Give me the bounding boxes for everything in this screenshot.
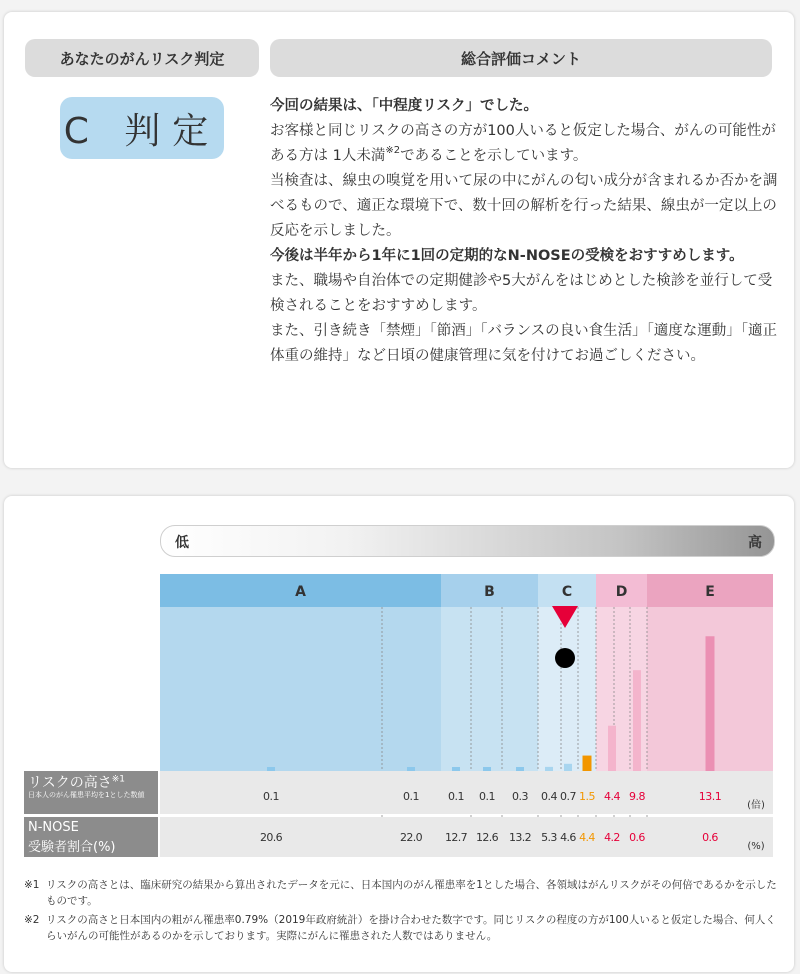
comment-probability [270, 119, 780, 169]
risk-value-label: 0.4 [541, 790, 557, 803]
risk-judgment-header: あなたのがんリスク判定 [25, 39, 259, 77]
comment-screening: また、職場や自治体での定期健診や5大がんをはじめとした検診を並行して受検されることをおすすめします。 [270, 273, 773, 314]
assessment-card [4, 12, 794, 468]
share-value-label: 22.0 [399, 831, 423, 844]
risk-chart-card [4, 496, 794, 972]
group-b-background [441, 607, 538, 771]
risk-unit-label: (倍) [747, 800, 765, 811]
risk-value-label: 0.1 [403, 790, 419, 803]
risk-value-label: 9.8 [629, 790, 645, 803]
group-c-label: C [561, 584, 573, 600]
risk-value-label: 0.1 [448, 790, 464, 803]
risk-row-footnote: ※1 [111, 774, 126, 785]
share-value-label: 13.2 [508, 831, 532, 844]
comment-footnote-ref: ※2 [385, 145, 401, 156]
risk-value-label: 4.4 [604, 790, 620, 803]
footnote-1 [24, 878, 779, 909]
user-position-dot [555, 648, 575, 668]
risk-bar [583, 756, 592, 771]
comment-probability-text: お客様と同じリスクの高さの方が100人いると仮定した場合、がんの可能性がある方は 1人未満 [270, 123, 776, 164]
risk-bar [516, 767, 524, 771]
risk-row-label [24, 771, 158, 814]
comment-probability-tail: であることを示しています。 [400, 148, 588, 164]
group-c-background [538, 607, 596, 771]
group-e-label: E [705, 584, 715, 600]
share-unit-label: (%) [747, 841, 765, 852]
risk-row-title: リスクの高さ [28, 775, 112, 791]
share-value-label: 5.3 [541, 831, 557, 844]
risk-value-label: 13.1 [698, 790, 722, 803]
risk-bar [452, 767, 460, 771]
risk-bar [407, 767, 415, 771]
risk-bar [483, 767, 491, 771]
risk-value-label: 0.3 [512, 790, 528, 803]
footnotes [24, 878, 779, 948]
comment-recommendation: 今後は半年から1年に1回の定期的なN-NOSEの受検をおすすめします。 [270, 248, 744, 264]
share-value-label: 4.6 [560, 831, 576, 844]
group-b-label: B [484, 584, 495, 600]
comment-header: 総合評価コメント [270, 39, 772, 77]
footnote-1-mark: ※1 [24, 879, 40, 891]
risk-bar [706, 636, 715, 771]
comment-text [270, 94, 780, 369]
risk-value-label: 1.5 [579, 790, 595, 803]
risk-bar [633, 670, 641, 771]
share-row-title: N-NOSE [28, 820, 79, 835]
share-row-label [24, 817, 158, 857]
group-a-label: A [295, 584, 306, 600]
share-value-label: 12.7 [444, 831, 468, 844]
share-value-label: 20.6 [259, 831, 283, 844]
footnote-2-text: リスクの高さと日本国内の粗がん罹患率0.79%（2019年政府統計）を掛け合わせた数字です。同じリスクの程度の方が100人いると仮定した場合、何人くらいがんの可能性があるのかを示しております。実際にがんに罹患された人数ではありません。 [46, 914, 776, 942]
comment-method: 当検査は、線虫の嗅覚を用いて尿の中にがんの匂い成分が含まれるか否かを調べるもので、適正な環境下で、数十回の解析を行った結果、線虫が一定以上の反応を示しました。 [270, 173, 778, 239]
footnote-2-mark: ※2 [24, 914, 40, 926]
share-value-label: 0.6 [629, 831, 645, 844]
risk-low-label: 低 [175, 535, 189, 551]
group-d-label: D [615, 584, 628, 600]
risk-row-subtitle: 日本人のがん罹患平均を1とした数値 [28, 791, 145, 799]
group-a-background [160, 607, 441, 771]
comment-summary: 今回の結果は、「中程度リスク」でした。 [270, 98, 538, 114]
footnote-1-text: リスクの高さとは、臨床研究の結果から算出されたデータを元に、日本国内のがん罹患率を1とした場合、各領域はがんリスクがその何倍であるかを示したものです。 [46, 879, 777, 907]
risk-high-label: 高 [748, 535, 762, 551]
risk-value-label: 0.1 [263, 790, 279, 803]
risk-bar [545, 767, 553, 771]
share-row-subtitle: 受験者割合(%) [28, 840, 116, 855]
footnote-2 [24, 913, 779, 944]
comment-health: また、引き続き「禁煙」「節酒」「バランスの良い食生活」「適度な運動」「適正体重の維持」など日頃の健康管理に気を付けてお過ごしください。 [270, 323, 778, 364]
risk-bar [608, 726, 616, 771]
risk-value-label: 0.7 [560, 790, 576, 803]
risk-values-row [160, 771, 773, 814]
judgment-badge: C 判定 [60, 97, 224, 159]
risk-bar [564, 764, 572, 771]
share-value-label: 0.6 [702, 831, 718, 844]
share-value-label: 4.2 [604, 831, 620, 844]
share-value-label: 4.4 [579, 831, 595, 844]
risk-bar [267, 767, 275, 771]
risk-value-label: 0.1 [479, 790, 495, 803]
share-value-label: 12.6 [475, 831, 499, 844]
